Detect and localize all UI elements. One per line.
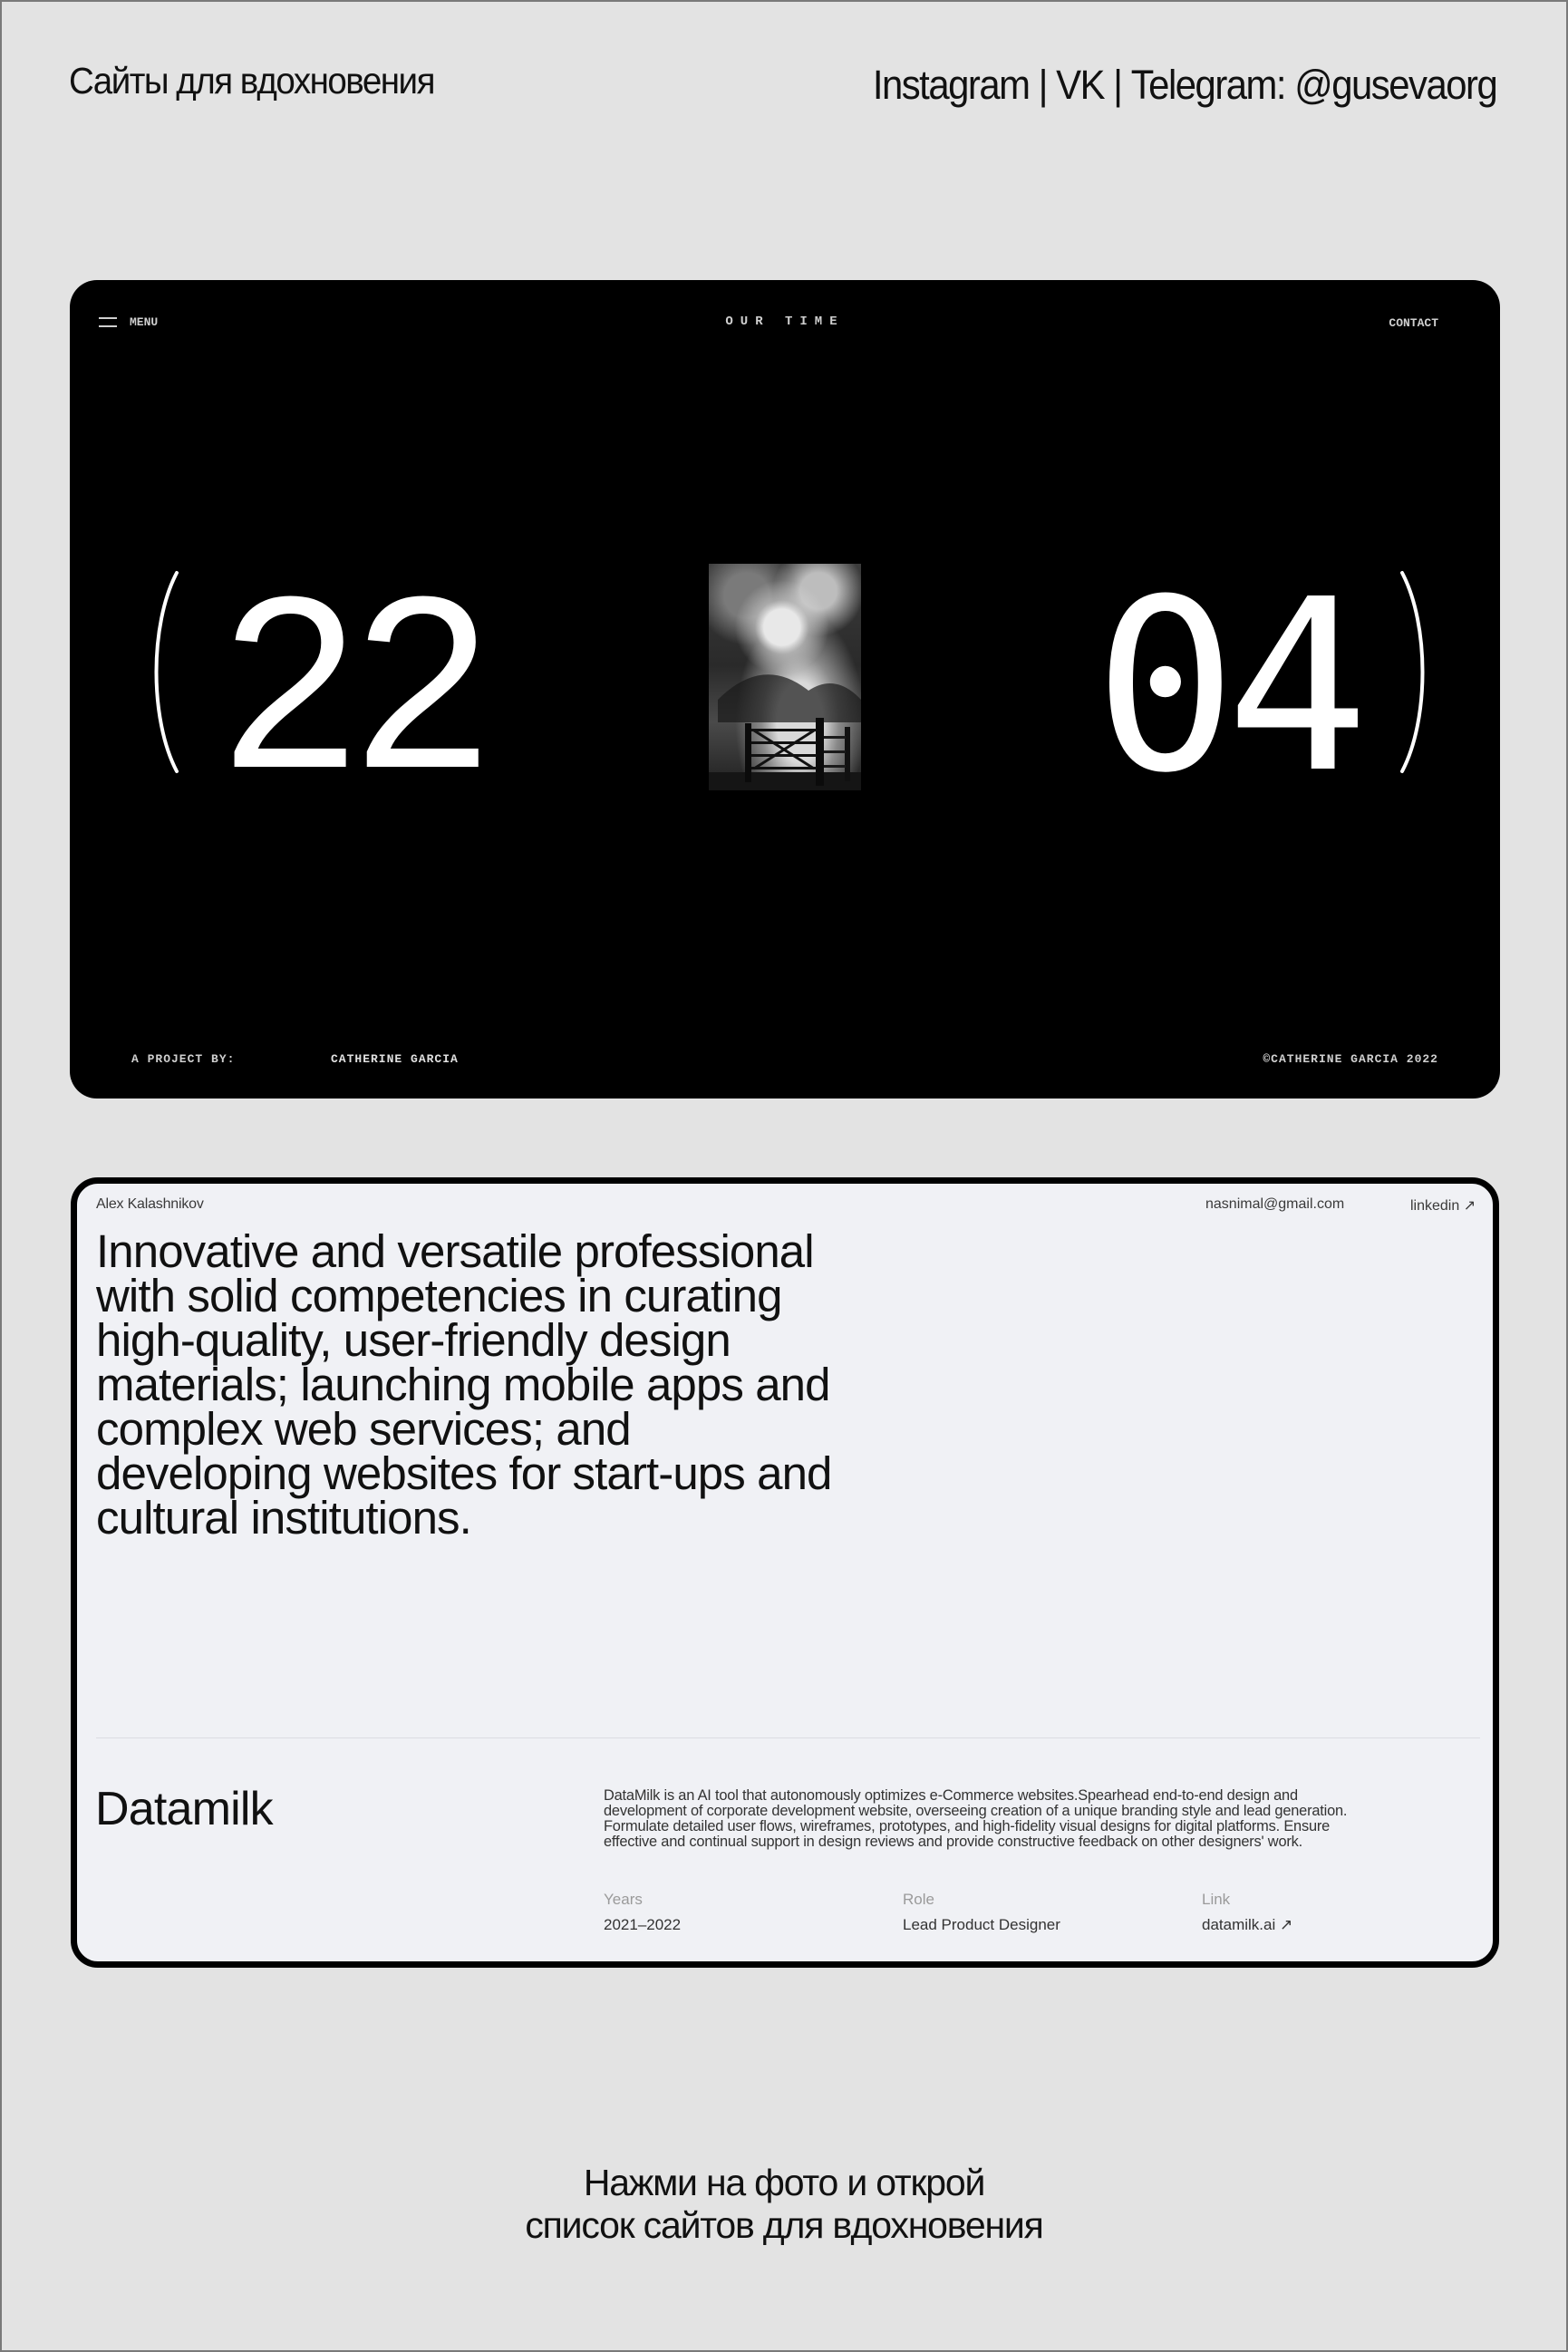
role-value: Lead Product Designer [903, 1916, 1060, 1933]
left-parenthesis-icon [144, 570, 186, 774]
role-label: Role [903, 1891, 934, 1908]
hero-photo[interactable] [709, 564, 861, 790]
vk-link[interactable]: VK [1055, 62, 1104, 108]
section-divider [96, 1737, 1480, 1738]
contact-link[interactable]: CONTACT [1389, 316, 1438, 330]
intro-line: materials; launching mobile apps and [96, 1359, 830, 1410]
project-link[interactable]: datamilk.ai ↗ [1202, 1916, 1293, 1933]
day-number: 22 [222, 547, 488, 819]
caption-line-2: список сайтов для вдохновения [525, 2204, 1043, 2246]
linkedin-link[interactable]: linkedin ↗ [1410, 1198, 1476, 1214]
copyright-text: ©CATHERINE GARCIA 2022 [1263, 1052, 1438, 1066]
separator: | [1103, 62, 1131, 108]
years-field [604, 1891, 681, 1934]
call-to-action-caption [2, 2162, 1566, 2247]
description-line: development of corporate development website, overseeing creation of a unique branding style and lead generation. [604, 1803, 1348, 1819]
instagram-link[interactable]: Instagram [872, 62, 1030, 108]
menu-label: MENU [130, 315, 159, 329]
years-label: Years [604, 1891, 643, 1908]
intro-line: high-quality, user-friendly design [96, 1314, 731, 1366]
month-number: 04 [1094, 548, 1359, 825]
separator: | [1029, 62, 1056, 108]
author-name[interactable]: CATHERINE GARCIA [331, 1052, 459, 1066]
email-link[interactable]: nasnimal@gmail.com [1205, 1196, 1345, 1212]
intro-line: complex web services; and [96, 1403, 631, 1455]
project-by-label: A PROJECT BY: [131, 1052, 236, 1066]
site-preview-our-time[interactable] [70, 280, 1500, 1099]
intro-line: Innovative and versatile professional [96, 1225, 814, 1277]
description-line: DataMilk is an AI tool that autonomously optimizes e-Commerce websites.Spearhead end-to-end design and [604, 1787, 1298, 1804]
social-links [873, 62, 1496, 109]
caption-line-1: Нажми на фото и открой [583, 2162, 985, 2203]
owner-name[interactable]: Alex Kalashnikov [96, 1196, 204, 1212]
right-parenthesis-icon [1393, 570, 1435, 774]
years-value: 2021–2022 [604, 1916, 682, 1933]
link-field [1202, 1891, 1292, 1934]
role-field [903, 1891, 1060, 1934]
gate-illustration-icon [709, 564, 861, 790]
intro-line: cultural institutions. [96, 1492, 471, 1544]
page-title: Сайты для вдохновения [69, 60, 434, 102]
brand-logo[interactable]: OUR TIME [725, 315, 845, 329]
link-label: Link [1202, 1891, 1231, 1908]
intro-text [96, 1225, 966, 1544]
telegram-link[interactable]: Telegram: @gusevaorg [1130, 62, 1496, 108]
description-line: Formulate detailed user flows, wireframes, prototypes, and high-fidelity visual designs for digital platforms. Ensure [604, 1818, 1331, 1834]
intro-line: with solid competencies in curating [96, 1270, 782, 1321]
intro-line: developing websites for start-ups and [96, 1447, 832, 1499]
site-preview-portfolio[interactable] [71, 1177, 1499, 1968]
description-line: effective and continual support in design reviews and provide constructive feedback on other designers' work. [604, 1834, 1302, 1850]
project-description [604, 1788, 1474, 1850]
project-title: Datamilk [95, 1783, 273, 1835]
